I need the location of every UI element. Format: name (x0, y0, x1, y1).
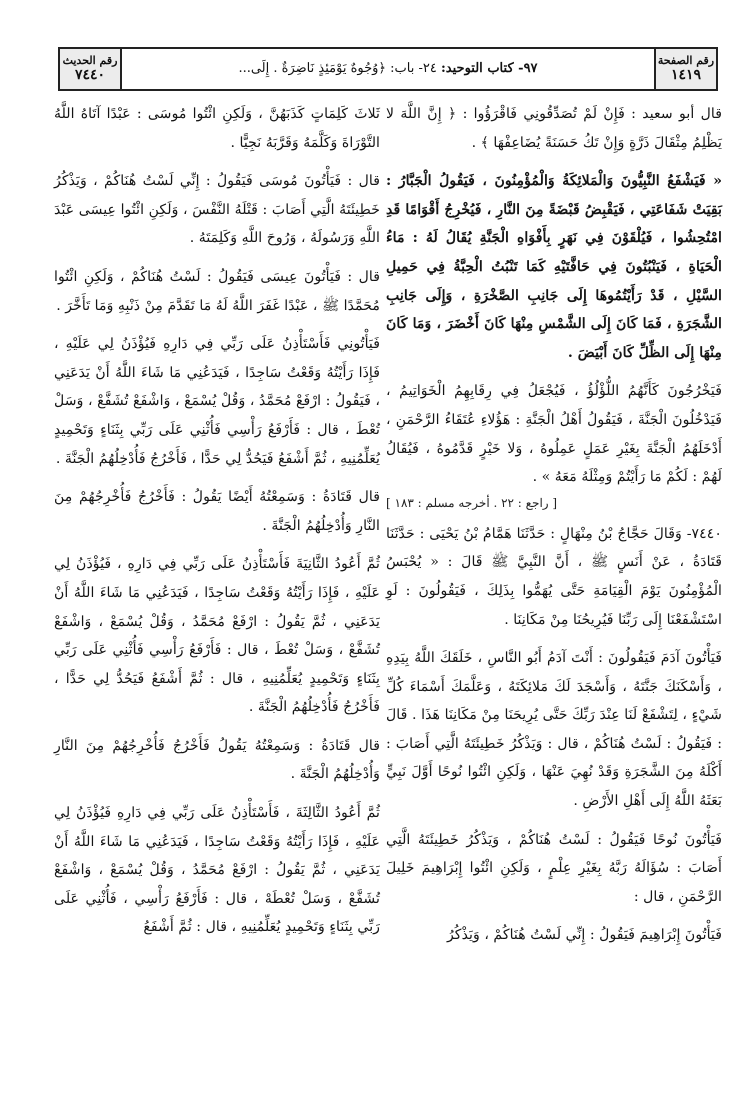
page-header (58, 47, 718, 91)
paragraph: قال : فَيَأْتُونَ مُوسَى فَيَقُولُ : إِنِّي لَسْتُ هُنَاكُمْ ، وَيَذْكُرُ خَطِيئَتَهُ الَّتِي أَصَابَ : قَتْلَهُ النَّفْسَ ، وَلَكِنِ ائْتُوا عِيسَى عَبْدَ اللَّهِ وَرَسُولَهُ ، وَرُوحَ اللَّهِ وَكَلِمَتَهُ . (54, 173, 380, 247)
hadith-quote-paragraph: « فَيَشْفَعُ النَّبِيُّونَ وَالْمَلائِكَةُ وَالْمُؤْمِنُونَ ، فَيَقُولُ الْجَبَّارُ : بَقِيَتْ شَفَاعَتِي ، فَيَقْبِضُ قَبْضَةً مِنَ النَّارِ ، فَيُخْرِجُ أَقْوَامًا قَدِ امْتُحِشُوا ، فَيُلْقَوْنَ فِي نَهَرٍ بِأَفْوَاهِ الْجَنَّةِ يُقَالُ لَهُ : مَاءُ الْحَيَاةِ ، فَيَنْبُتُونَ فِي حَافَّتَيْهِ كَمَا تَنْبُتُ الْحِبَّةُ فِي حَمِيلِ السَّيْلِ ، قَدْ رَأَيْتُمُوهَا إِلَى جَانِبِ الصَّخْرَةِ ، وَإِلَى جَانِبِ الشَّجَرَةِ ، فَمَا كَانَ إِلَى الشَّمْسِ مِنْهَا كَانَ أَخْضَرَ ، وَمَا كَانَ مِنْهَا إِلَى الظِّلِّ كَانَ أَبْيَضَ . (386, 173, 722, 361)
paragraph: قال قَتَادَةُ : وَسَمِعْتُهُ أَيْضًا يَقُولُ : فَأَخْرُجُ فَأُخْرِجُهُمْ مِنَ النَّارِ وَأُدْخِلُهُمُ الْجَنَّةَ . (54, 489, 380, 534)
paragraph: قال قَتَادَةُ : وَسَمِعْتُهُ يَقُولُ فَأَخْرُجُ فَأُخْرِجُهُمْ مِنَ النَّارِ وَأُدْخِلُهُمُ الْجَنَّةَ . (54, 737, 380, 783)
hadith-number-label: رقم الحديث (62, 54, 118, 67)
chapter-section: ٢٤- باب: ﴿وُجُوهٌ يَوْمَئِذٍ نَاضِرَةٌ . إِلَى... (238, 61, 437, 76)
paragraph: ثُمَّ أَعُودُ الثَّانِيَةَ فَأَسْتَأْذِنُ عَلَى رَبِّي فِي دَارِهِ ، فَيُؤْذَنُ لِي عَلَيْهِ ، فَإِذَا رَأَيْتُهُ وَقَعْتُ سَاجِدًا ، فَيَدَعُنِي مَا شَاءَ اللَّهُ أَنْ يَدَعَنِي ، ثُمَّ يَقُولُ : ارْفَعْ مُحَمَّدُ ، وَقُلْ يُسْمَعْ ، وَاشْفَعْ تُشَفَّعْ ، وَسَلْ تُعْطَ ، قال : فَأَرْفَعُ رَأْسِي فَأُثْنِي عَلَى رَبِّي بِثَنَاءٍ وَتَحْمِيدٍ يُعَلِّمُنِيهِ ، قال : ثُمَّ أَشْفَعُ فَيَحُدُّ لِي حَدًّا ، فَأَخْرُجُ فَأُدْخِلُهُمُ الْجَنَّةَ . (54, 556, 380, 716)
paragraph: فَيَأْتُونِي فَأَسْتَأْذِنُ عَلَى رَبِّي فِي دَارِهِ فَيُؤْذَنُ لِي عَلَيْهِ ، فَإِذَا رَأَيْتُهُ وَقَعْتُ سَاجِدًا ، فَيَدَعُنِي مَا شَاءَ اللَّهُ أَنْ يَدَعَنِي ، فَيَقُولُ : ارْفَعْ مُحَمَّدُ ، وَقُلْ يُسْمَعْ ، وَاشْفَعْ تُشَفَّعْ ، وَسَلْ تُعْطَ ، قال : فَأَرْفَعُ رَأْسِي فَأُثْنِي عَلَى رَبِّي بِثَنَاءٍ وَتَحْمِيدٍ يُعَلِّمُنِيهِ ، ثُمَّ أَشْفَعُ فَيَحُدُّ لِي حَدًّا ، فَأَخْرُجُ فَأُدْخِلُهُمُ الْجَنَّةَ . (54, 336, 380, 467)
hadith-paragraph: ٧٤٤٠- وَقَالَ حَجَّاجُ بْنُ مِنْهَالٍ : حَدَّثَنَا هَمَّامُ بْنُ يَحْيَى : حَدَّثَنَا قَتَادَةُ ، عَنْ أَنَسٍ ﷺ ، أَنَّ النَّبِيَّ ﷺ قَالَ : « يُحْبَسُ الْمُؤْمِنُونَ يَوْمَ الْقِيَامَةِ حَتَّى يُهَمُّوا بِذَلِكَ ، فَيَقُولُونَ : لَوِ اسْتَشْفَعْنَا إِلَى رَبِّنَا فَيُرِيحُنَا مِنْ مَكَانِنَا . (386, 525, 722, 628)
chapter-title (130, 57, 646, 81)
page-number: ١٤١٩ (670, 67, 702, 83)
paragraph: ثُمَّ أَعُودُ الثَّالِثَةَ ، فَأَسْتَأْذِنُ عَلَى رَبِّي فِي دَارِهِ فَيُؤْذَنُ لِي عَلَيْهِ ، فَإِذَا رَأَيْتُهُ وَقَعْتُ سَاجِدًا ، فَيَدَعُنِي مَا شَاءَ اللَّهُ أَنْ يَدَعَنِي ، ثُمَّ يَقُولُ : ارْفَعْ مُحَمَّدُ ، وَقُلْ يُسْمَعْ ، وَاشْفَعْ تُشَفَّعْ ، وَسَلْ تُعْطَهْ ، قال : فَأَرْفَعُ رَأْسِي ، فَأُثْنِي عَلَى رَبِّي بِثَنَاءٍ وَتَحْمِيدٍ يُعَلِّمُنِيهِ ، قال : ثُمَّ أَشْفَعُ (54, 805, 380, 936)
right-column (386, 100, 722, 950)
paragraph: قال : فَيَأْتُونَ عِيسَى فَيَقُولُ : لَسْتُ هُنَاكُمْ ، وَلَكِنِ ائْتُوا مُحَمَّدًا ﷺ ، عَبْدًا غَفَرَ اللَّهُ لَهُ مَا تَقَدَّمَ مِنْ ذَنْبِهِ وَمَا تَأَخَّرَ . (54, 268, 380, 314)
paragraph: فَيَأْتُونَ نُوحًا فَيَقُولُ : لَسْتُ هُنَاكُمْ ، وَيَذْكُرُ خَطِيئَتَهُ الَّتِي أَصَابَ : سُؤَالَهُ رَبَّهُ بِغَيْرِ عِلْمٍ ، وَلَكِنِ ائْتُوا إِبْرَاهِيمَ خَلِيلَ الرَّحْمَنِ ، قال : (386, 831, 722, 905)
paragraph: فَيَأْتُونَ آدَمَ فَيَقُولُونَ : أَنْتَ آدَمُ أَبُو النَّاسِ ، خَلَقَكَ اللَّهُ بِيَدِهِ ، وَأَسْكَنَكَ جَنَّتَهُ ، وَأَسْجَدَ لَكَ مَلائِكَتَهُ ، وَعَلَّمَكَ أَسْمَاءَ كُلِّ شَيْءٍ ، لِتَشْفَعْ لَنَا عِنْدَ رَبِّكَ حَتَّى يُرِيحَنَا مِنْ مَكَانِنَا هَذَا . قَالَ : فَيَقُولُ : لَسْتُ هُنَاكُمْ ، قال : وَيَذْكُرُ خَطِيئَتَهُ الَّتِي أَصَابَ : أَكْلَهُ مِنَ الشَّجَرَةِ وَقَدْ نُهِيَ عَنْهَا ، وَلَكِنِ ائْتُوا نُوحًا أَوَّلَ نَبِيٍّ بَعَثَهُ اللَّهُ إِلَى أَهْلِ الأَرْضِ . (386, 650, 722, 810)
left-column (54, 100, 380, 942)
reference-note: [ راجع : ٢٢ . أخرجه مسلم : ١٨٣ ] (386, 495, 558, 510)
hadith-number: ٧٤٤٠ (74, 67, 106, 83)
paragraph: فَيَخْرُجُونَ كَأَنَّهُمُ اللُّؤْلُؤُ ، فَيُجْعَلُ فِي رِقَابِهِمُ الْخَوَاتِيمُ ، فَيَدْخُلُونَ الْجَنَّةَ ، فَيَقُولُ أَهْلُ الْجَنَّةِ : هَؤُلاءِ عُتَقَاءُ الرَّحْمَنِ ، أَدْخَلَهُمُ الْجَنَّةَ بِغَيْرِ عَمَلٍ عَمِلُوهُ ، وَلا خَيْرٍ قَدَّمُوهُ ، فَيُقَالُ لَهُمْ : لَكُمْ مَا رَأَيْتُمْ وَمِثْلَهُ مَعَهُ » . (386, 383, 722, 486)
paragraph: ثَلاثَ كَلِمَاتٍ كَذَبَهُنَّ ، وَلَكِنِ ائْتُوا مُوسَى : عَبْدًا آتَاهُ اللَّهُ التَّوْرَاةَ وَكَلَّمَهُ وَقَرَّبَهُ نَجِيًّا . (54, 106, 380, 151)
page-number-label: رقم الصفحة (657, 54, 715, 67)
book-chapter: ٩٧- كتاب التوحيد: (441, 61, 538, 76)
hadith-number-box (60, 49, 122, 89)
page-number-box (654, 49, 716, 89)
paragraph: قال أبو سعيد : فَإِنْ لَمْ تُصَدِّقُونِي فَاقْرَؤُوا : ﴿ إِنَّ اللَّهَ لا يَظْلِمُ مِثْقَالَ ذَرَّةٍ وَإِنْ تَكُ حَسَنَةً يُضَاعِفْهَا ﴾ . (386, 106, 722, 151)
paragraph: فَيَأْتُونَ إِبْرَاهِيمَ فَيَقُولُ : إِنِّي لَسْتُ هُنَاكُمْ ، وَيَذْكُرُ (446, 927, 722, 944)
